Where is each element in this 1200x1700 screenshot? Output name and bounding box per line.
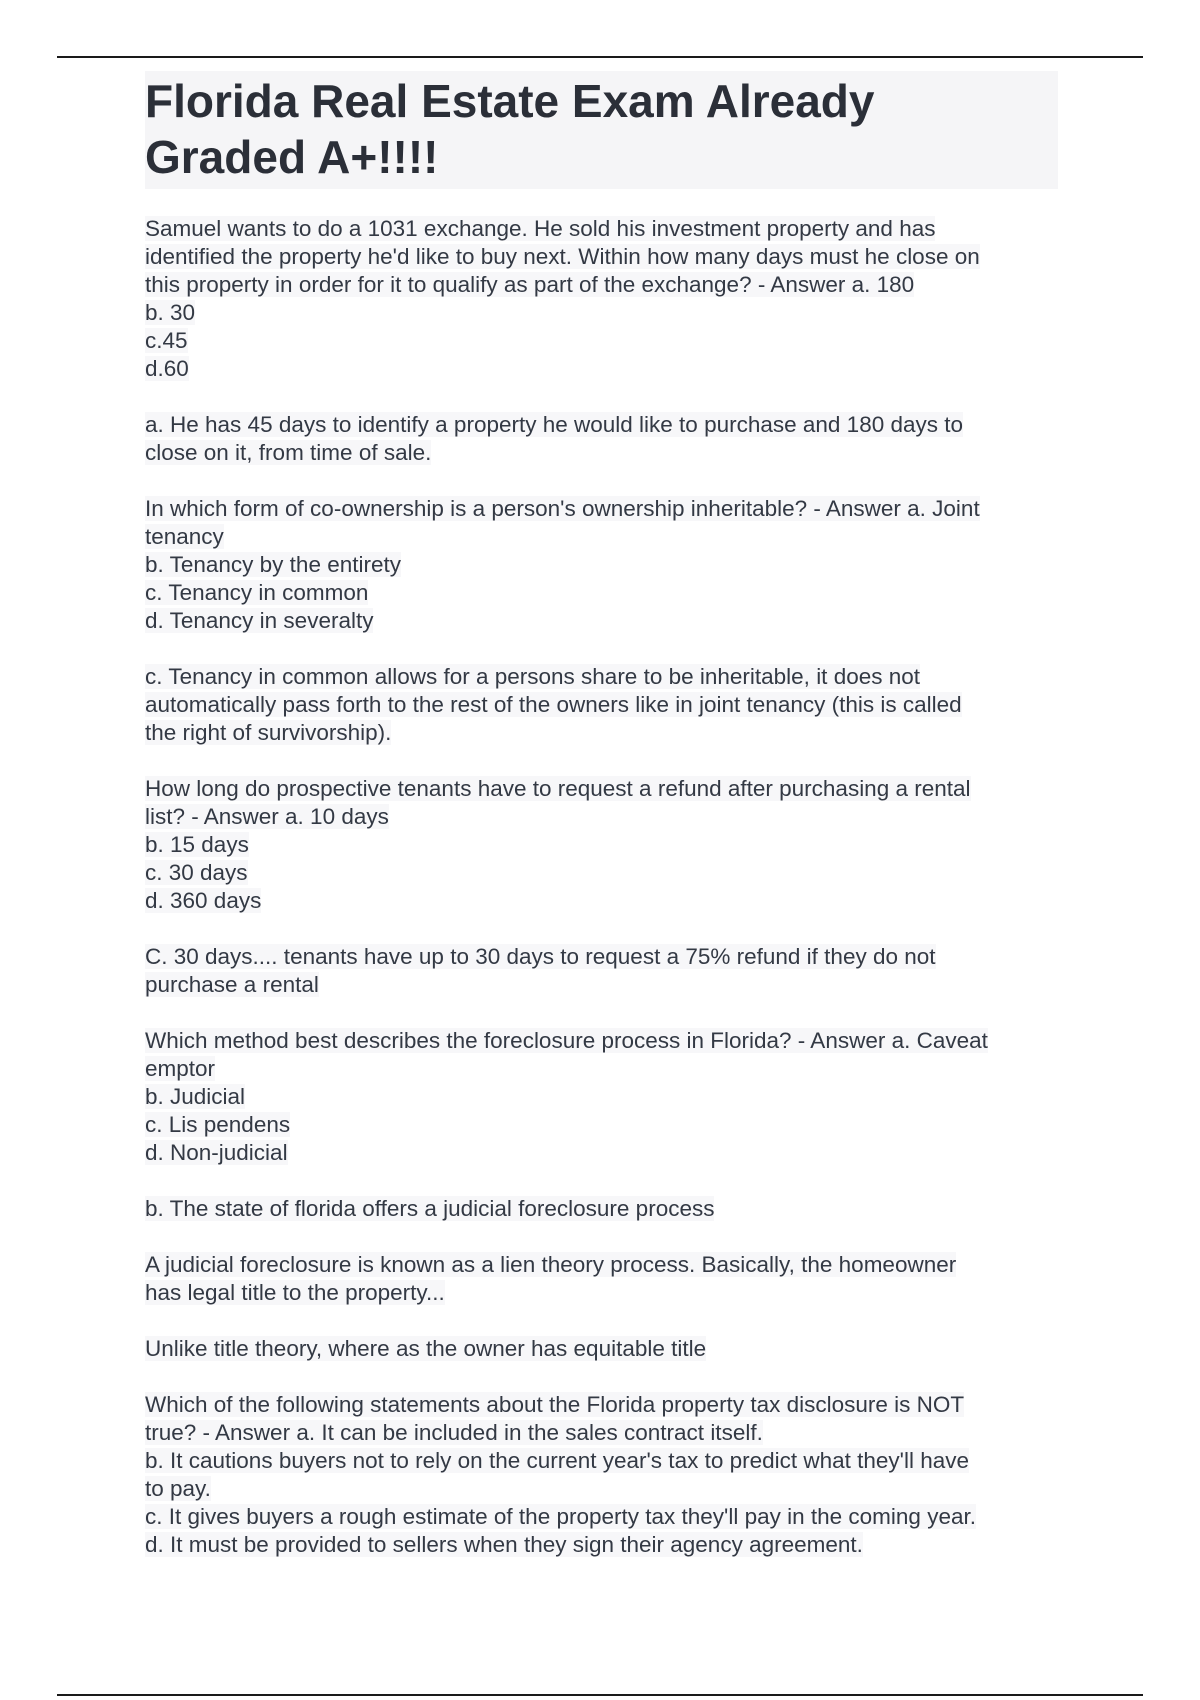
- text-line: [145, 1139, 1058, 1167]
- text-line-content: Samuel wants to do a 1031 exchange. He sold his investment property and has: [145, 216, 936, 241]
- qa-blocks: [145, 215, 1058, 1559]
- text-line: [145, 1391, 1058, 1419]
- text-line: [145, 523, 1058, 551]
- text-line: [145, 1335, 1058, 1363]
- text-line-content: this property in order for it to qualify as part of the exchange? - Answer a. 180: [145, 272, 915, 297]
- text-line: [145, 495, 1058, 523]
- text-line: [145, 859, 1058, 887]
- text-line: [145, 1195, 1058, 1223]
- text-line-content: true? - Answer a. It can be included in the sales contract itself.: [145, 1420, 763, 1445]
- text-line-content: b. The state of florida offers a judicial foreclosure process: [145, 1196, 715, 1221]
- text-line-content: In which form of co-ownership is a person's ownership inheritable? - Answer a. Joint: [145, 496, 980, 521]
- text-line-content: C. 30 days.... tenants have up to 30 days to request a 75% refund if they do not: [145, 944, 936, 969]
- text-line: [145, 831, 1058, 859]
- text-block: [145, 411, 1058, 467]
- text-block: [145, 1391, 1058, 1559]
- text-line-content: close on it, from time of sale.: [145, 440, 432, 465]
- text-line-content: d.60: [145, 356, 189, 381]
- text-line-content: identified the property he'd like to buy next. Within how many days must he close on: [145, 244, 980, 269]
- text-line: [145, 719, 1058, 747]
- text-line-content: Which of the following statements about the Florida property tax disclosure is NOT: [145, 1392, 965, 1417]
- text-line-content: d. 360 days: [145, 888, 262, 913]
- text-line-content: How long do prospective tenants have to request a refund after purchasing a rental: [145, 776, 971, 801]
- text-line: [145, 1531, 1058, 1559]
- bottom-rule: [57, 1694, 1143, 1696]
- text-line: [145, 1027, 1058, 1055]
- text-line-content: c. It gives buyers a rough estimate of the property tax they'll pay in the coming year.: [145, 1504, 976, 1529]
- text-line: [145, 1251, 1058, 1279]
- text-line-content: to pay.: [145, 1476, 211, 1501]
- text-line: [145, 551, 1058, 579]
- text-line: [145, 327, 1058, 355]
- text-line: [145, 887, 1058, 915]
- text-line-content: Unlike title theory, where as the owner has equitable title: [145, 1336, 707, 1361]
- text-line: [145, 1055, 1058, 1083]
- text-line-content: b. Tenancy by the entirety: [145, 552, 401, 577]
- text-line: [145, 803, 1058, 831]
- text-line: [145, 355, 1058, 383]
- text-line-content: Which method best describes the foreclosure process in Florida? - Answer a. Caveat: [145, 1028, 988, 1053]
- text-block: [145, 775, 1058, 915]
- text-line-content: c. 30 days: [145, 860, 248, 885]
- text-block: [145, 1251, 1058, 1307]
- text-line: [145, 579, 1058, 607]
- text-line-content: a. He has 45 days to identify a property he would like to purchase and 180 days to: [145, 412, 964, 437]
- text-block: [145, 1195, 1058, 1223]
- text-line-content: A judicial foreclosure is known as a lien theory process. Basically, the homeowner: [145, 1252, 957, 1277]
- top-rule: [57, 56, 1143, 58]
- text-line: [145, 607, 1058, 635]
- text-block: [145, 495, 1058, 635]
- text-line-content: purchase a rental: [145, 972, 319, 997]
- text-line: [145, 1083, 1058, 1111]
- text-line-content: d. It must be provided to sellers when they sign their agency agreement.: [145, 1532, 863, 1557]
- document-body: [145, 71, 1058, 1587]
- text-line-content: the right of survivorship).: [145, 720, 392, 745]
- text-line: [145, 943, 1058, 971]
- text-line-content: has legal title to the property...: [145, 1280, 445, 1305]
- text-line-content: list? - Answer a. 10 days: [145, 804, 389, 829]
- text-line-content: b. Judicial: [145, 1084, 246, 1109]
- text-line: [145, 1447, 1058, 1475]
- text-line-content: d. Non-judicial: [145, 1140, 288, 1165]
- text-block: [145, 663, 1058, 747]
- text-line: [145, 691, 1058, 719]
- text-block: [145, 943, 1058, 999]
- text-line: [145, 1503, 1058, 1531]
- text-line: [145, 775, 1058, 803]
- text-line: [145, 271, 1058, 299]
- text-line-content: b. It cautions buyers not to rely on the current year's tax to predict what they'll have: [145, 1448, 970, 1473]
- text-block: [145, 215, 1058, 383]
- text-line: [145, 663, 1058, 691]
- text-line: [145, 299, 1058, 327]
- document-title: [145, 71, 1058, 189]
- text-block: [145, 1335, 1058, 1363]
- text-block: [145, 1027, 1058, 1167]
- text-line: [145, 1111, 1058, 1139]
- text-line-content: c. Tenancy in common: [145, 580, 369, 605]
- text-line-content: c. Tenancy in common allows for a persons share to be inheritable, it does not: [145, 664, 921, 689]
- text-line: [145, 411, 1058, 439]
- text-line: [145, 1279, 1058, 1307]
- text-line: [145, 1419, 1058, 1447]
- text-line: [145, 243, 1058, 271]
- text-line: [145, 439, 1058, 467]
- text-line: [145, 215, 1058, 243]
- text-line: [145, 971, 1058, 999]
- text-line-content: b. 15 days: [145, 832, 249, 857]
- text-line: [145, 1475, 1058, 1503]
- text-line-content: c. Lis pendens: [145, 1112, 291, 1137]
- text-line-content: automatically pass forth to the rest of the owners like in joint tenancy (this is called: [145, 692, 962, 717]
- text-line-content: d. Tenancy in severalty: [145, 608, 374, 633]
- text-line-content: emptor: [145, 1056, 216, 1081]
- text-line-content: tenancy: [145, 524, 224, 549]
- text-line-content: c.45: [145, 328, 188, 353]
- title-line-2: Graded A+!!!!: [145, 131, 439, 183]
- text-line-content: b. 30: [145, 300, 196, 325]
- title-line-1: Florida Real Estate Exam Already: [145, 75, 875, 127]
